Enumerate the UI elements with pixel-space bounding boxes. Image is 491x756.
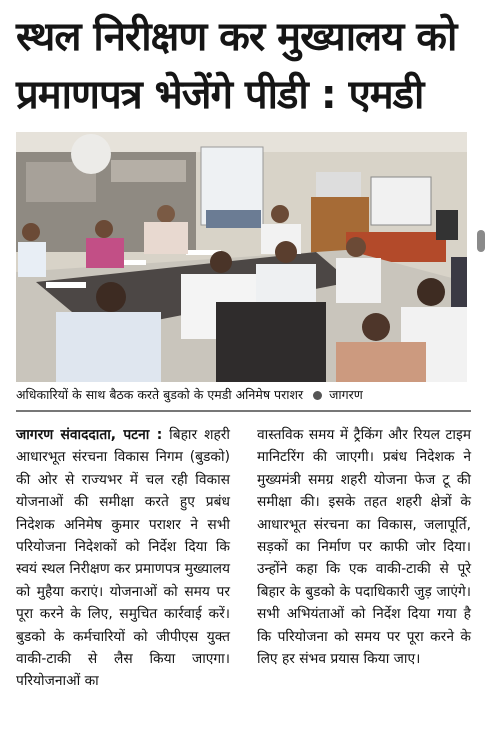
headline-line-1: स्थल निरीक्षण कर मुख्यालय को <box>16 14 457 60</box>
headline-line-2: प्रमाणपत्र भेजेंगे पीडी : एमडी <box>16 72 424 118</box>
article-column-1 <box>16 424 230 693</box>
photo-caption <box>16 386 471 404</box>
caption-text: अधिकारियों के साथ बैठक करते बुडको के एमडी अनिमेष पराशर <box>16 387 304 402</box>
meeting-photo <box>16 132 467 382</box>
article-column-2 <box>257 424 471 670</box>
photo-credit: जागरण <box>329 387 363 402</box>
scrollbar-thumb[interactable] <box>477 230 485 252</box>
headline <box>16 8 476 124</box>
article-text-col1: बिहार शहरी आधारभूत संरचना विकास निगम (बुडको) की ओर से राज्यभर में चल रही विकास योजनाओं की समीक्षा करते हुए प्रबंध निदेशक अनिमेष कुमार पराशर ने सभी परियोजना निदेशकों को निर्देश दिया कि स्वयं स्थल निरीक्षण कर प्रमाणपत्र मुख्यालय को मुहैया कराएं। योजनाओं को समय पर पूरा करने के लिए, समुचित कार्रवाई करें। बुडको के कर्मचारियों को जीपीएस युक्त वाकी-टाकी से लैस किया जाएगा। परियोजनाओं का <box>16 427 230 690</box>
bullet-icon <box>313 391 322 400</box>
caption-divider <box>16 410 471 412</box>
dateline: जागरण संवाददाता, पटना : <box>16 427 163 443</box>
meeting-photo-illustration <box>16 132 467 382</box>
article-text-col2: वास्तविक समय में ट्रैकिंग और रियल टाइम मानिटरिंग की जाएगी। प्रबंध निदेशक ने मुख्यमंत्री समग्र शहरी योजना फेज टू की समीक्षा की। इसके तहत शहरी क्षेत्रों के आधारभूत संरचना का विकास, जलापूर्ति, सड़कों का निर्माण पर काफी जोर दिया। उन्होंने कहा कि एक वाकी-टाकी से पूरे बिहार के बुडको के पदाधिकारी जुड़ जाएंगे। सभी अभियंताओं को निर्देश दिया गया है कि परियोजना को समय पर पूरा करने के लिए हर संभव प्रयास किया जाए। <box>257 427 471 668</box>
